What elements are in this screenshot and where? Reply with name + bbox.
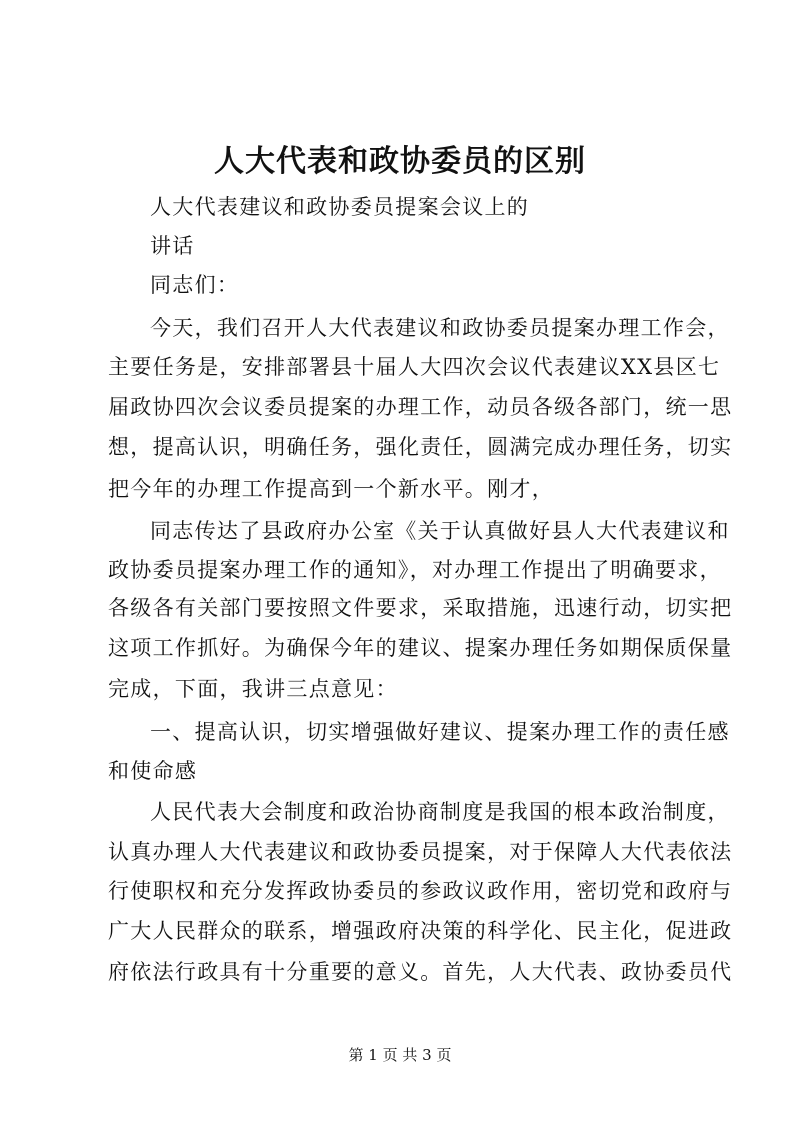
- body-line: 同志们：: [150, 273, 240, 297]
- section-heading: 一、提高认识，切实增强做好建议、提案办理工作的责任感: [150, 720, 730, 744]
- body-line: 人大代表建议和政协委员提案会议上的: [150, 195, 530, 219]
- body-line: 主要任务是，安排部署县十届人大四次会议代表建议XX县区七: [108, 355, 721, 379]
- body-line: 完成，下面，我讲三点意见：: [108, 677, 398, 701]
- body-line: 人民代表大会制度和政治协商制度是我国的根本政治制度，: [150, 800, 730, 824]
- body-line: 同志传达了县政府办公室《关于认真做好县人大代表建议和: [150, 519, 730, 543]
- body-line: 届政协四次会议委员提案的办理工作，动员各级各部门，统一思: [108, 395, 733, 419]
- section-heading: 和使命感: [108, 759, 198, 783]
- body-line: 行使职权和充分发挥政协委员的参政议政作用，密切党和政府与: [108, 879, 733, 903]
- body-line: 广大人民群众的联系，增强政府决策的科学化、民主化，促进政: [108, 919, 733, 943]
- page-footer: 第 1 页 共 3 页: [348, 1046, 452, 1064]
- body-line: 各级各有关部门要按照文件要求，采取措施，迅速行动，切实把: [108, 596, 733, 620]
- body-line: 府依法行政具有十分重要的意义。首先，人大代表、政协委员代: [108, 960, 733, 984]
- body-line: 讲话: [150, 234, 195, 258]
- body-line: 把今年的办理工作提高到一个新水平。刚才，: [108, 477, 554, 501]
- body-line: 想，提高认识，明确任务，强化责任，圆满完成办理任务，切实: [108, 435, 733, 459]
- body-line: 政协委员提案办理工作的通知》，对办理工作提出了明确要求，: [108, 558, 722, 582]
- body-line: 认真办理人大代表建议和政协委员提案，对于保障人大代表依法: [108, 840, 733, 864]
- body-line: 这项工作抓好。为确保今年的建议、提案办理任务如期保质保量: [108, 636, 733, 660]
- body-line: 今天，我们召开人大代表建议和政协委员提案办理工作会，: [150, 316, 730, 340]
- document-title: 人大代表和政协委员的区别: [214, 144, 586, 179]
